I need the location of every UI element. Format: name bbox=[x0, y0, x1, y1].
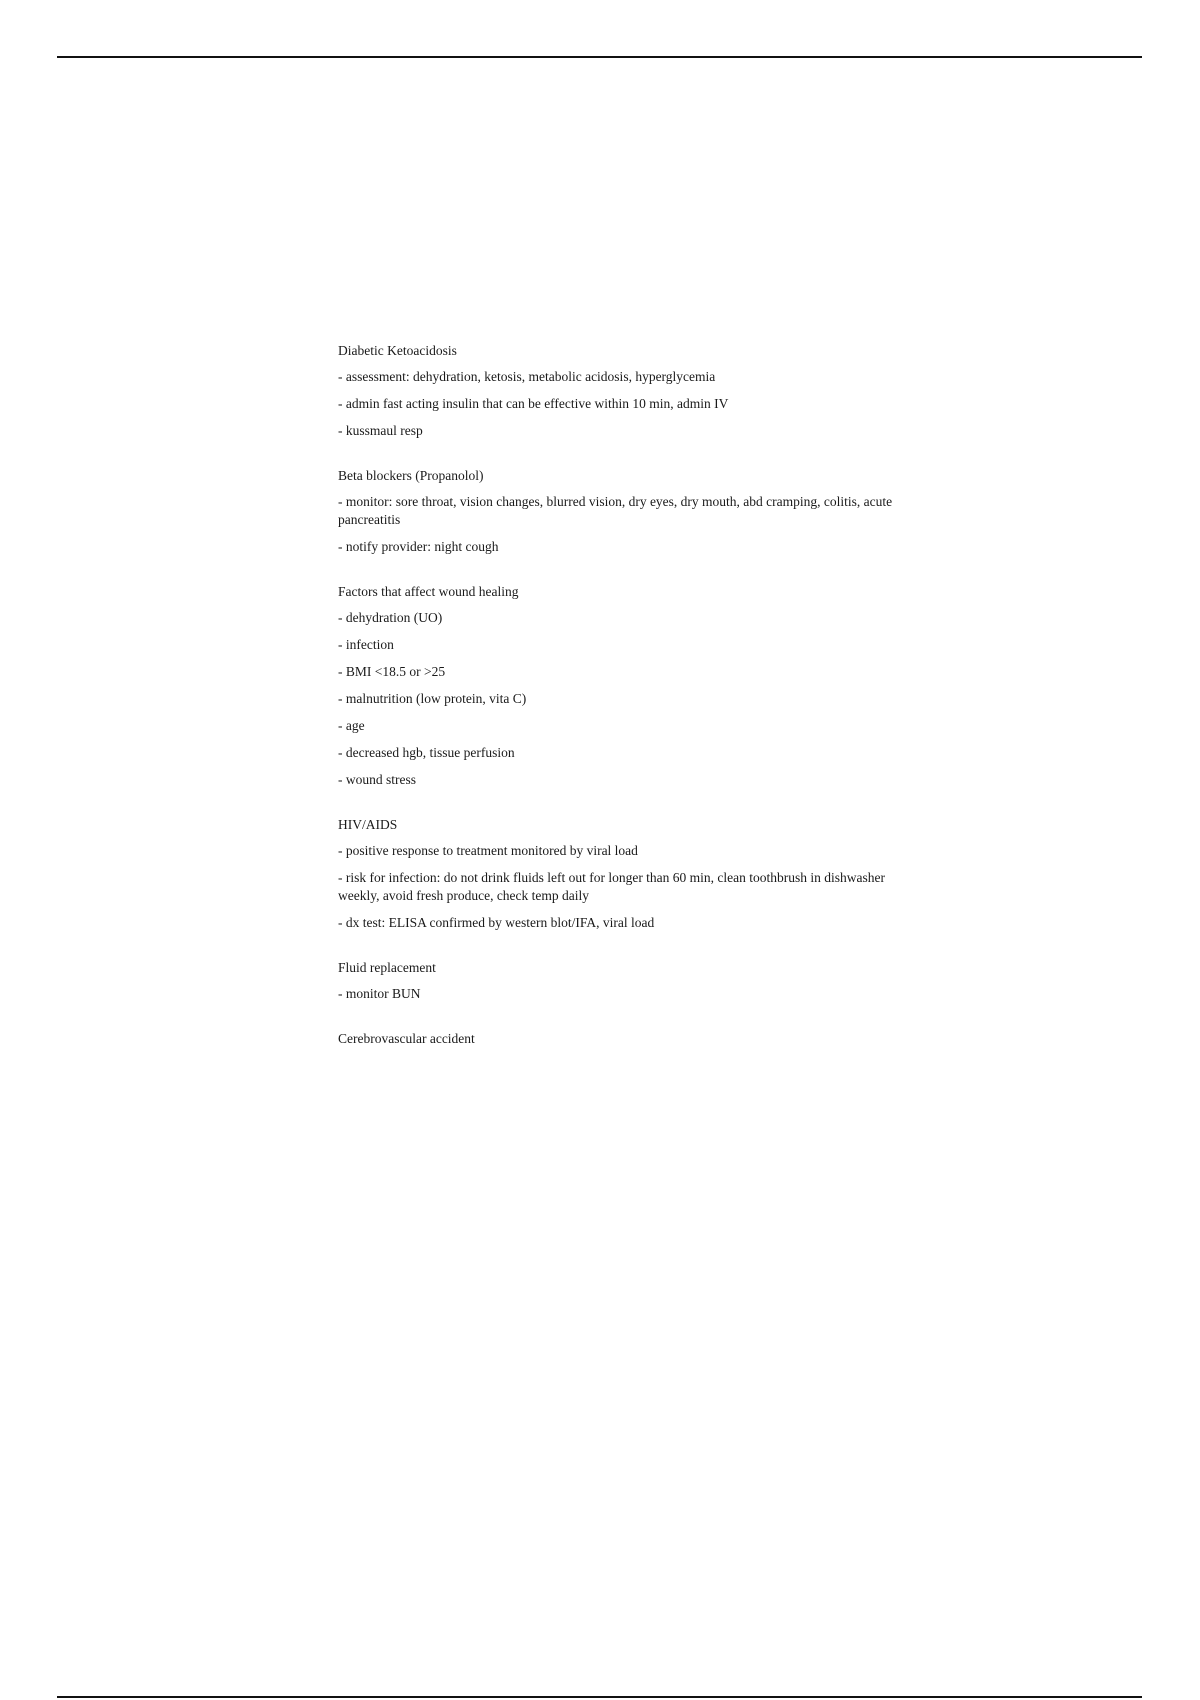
section-hiv-aids bbox=[338, 816, 898, 932]
section-heading: Factors that affect wound healing bbox=[338, 584, 519, 599]
list-item: - malnutrition (low protein, vita C) bbox=[338, 691, 527, 706]
section-fluid-replacement bbox=[338, 959, 898, 1003]
list-item: - wound stress bbox=[338, 772, 416, 787]
section-heading: Diabetic Ketoacidosis bbox=[338, 343, 457, 358]
section-wound-healing bbox=[338, 583, 898, 789]
list-item: - decreased hgb, tissue perfusion bbox=[338, 745, 515, 760]
section-heading: HIV/AIDS bbox=[338, 817, 398, 832]
list-item: - notify provider: night cough bbox=[338, 539, 499, 554]
list-item: - positive response to treatment monitored by viral load bbox=[338, 843, 638, 858]
list-item: - dx test: ELISA confirmed by western blot/IFA, viral load bbox=[338, 915, 655, 930]
list-item: - age bbox=[338, 718, 365, 733]
list-item: - admin fast acting insulin that can be effective within 10 min, admin IV bbox=[338, 396, 729, 411]
section-diabetic-ketoacidosis bbox=[338, 342, 898, 440]
section-heading: Fluid replacement bbox=[338, 960, 436, 975]
section-heading: Beta blockers (Propanolol) bbox=[338, 468, 484, 483]
section-heading: Cerebrovascular accident bbox=[338, 1031, 475, 1046]
header-rule bbox=[57, 56, 1142, 58]
section-beta-blockers bbox=[338, 467, 898, 556]
list-item: - kussmaul resp bbox=[338, 423, 423, 438]
list-item: - risk for infection: do not drink fluids left out for longer than 60 min, clean toothbrush in dishwasher weekly, avoid fresh produce, check temp daily bbox=[338, 870, 886, 903]
list-item: - BMI <18.5 or >25 bbox=[338, 664, 446, 679]
list-item: - dehydration (UO) bbox=[338, 610, 443, 625]
list-item: - infection bbox=[338, 637, 394, 652]
list-item: - monitor: sore throat, vision changes, blurred vision, dry eyes, dry mouth, abd cramping, colitis, acute pancreatitis bbox=[338, 494, 893, 527]
section-cerebrovascular-accident bbox=[338, 1030, 898, 1048]
footer-rule bbox=[57, 1696, 1142, 1698]
list-item: - assessment: dehydration, ketosis, metabolic acidosis, hyperglycemia bbox=[338, 369, 716, 384]
list-item: - monitor BUN bbox=[338, 986, 421, 1001]
notes-body bbox=[338, 342, 898, 1075]
